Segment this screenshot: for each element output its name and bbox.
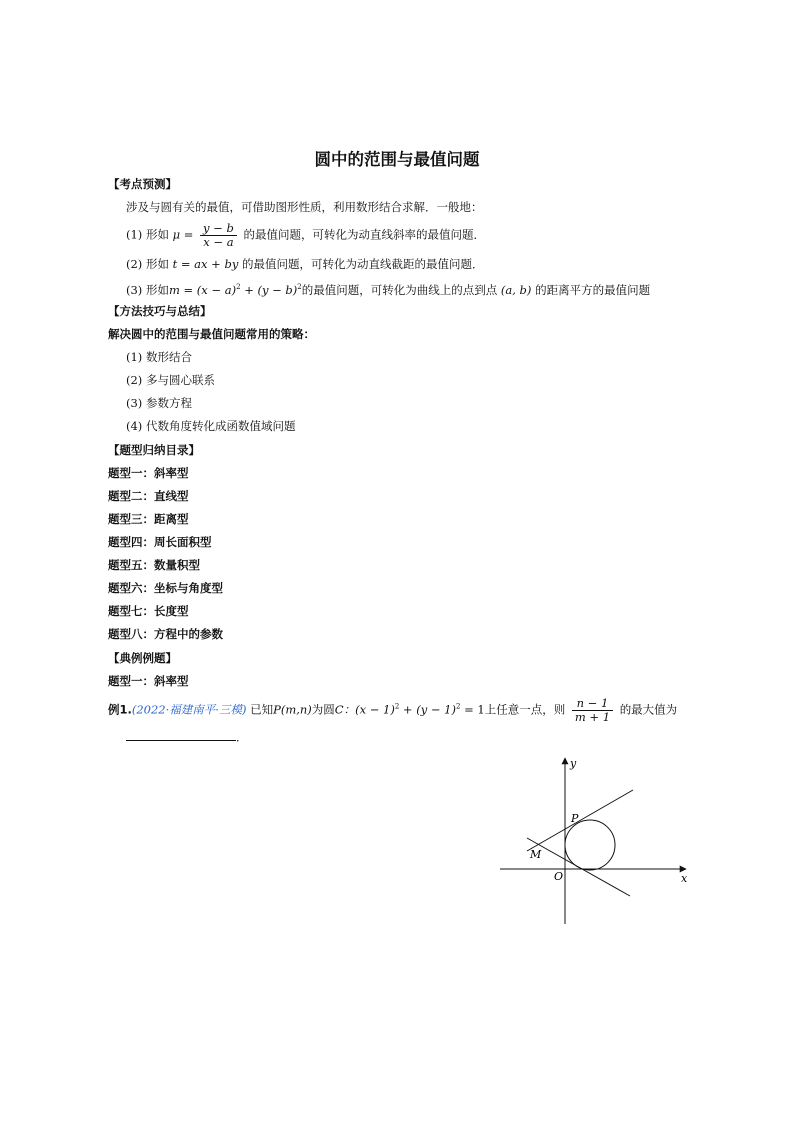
type-item: 题型一：斜率型	[108, 466, 189, 480]
example-text-4: 的最大值为	[619, 702, 678, 717]
section-heading-methods: 【方法技巧与总结】	[108, 304, 212, 318]
example-text-2: 为圆	[311, 702, 335, 717]
page-title: 圆中的范围与最值问题	[314, 150, 480, 169]
label-origin: O	[554, 870, 564, 883]
example-circle-c: = 1	[460, 702, 485, 717]
type-item: 题型三：距离型	[108, 512, 189, 526]
example-text-1: 已知	[250, 702, 274, 717]
type-item: 题型八：方程中的参数	[108, 627, 223, 641]
example-source: (2022·福建南平·三模)	[131, 702, 247, 717]
item-3-sup-b: 2	[297, 283, 302, 291]
item-2	[126, 257, 483, 271]
example-1-question	[108, 697, 677, 724]
type-item: 题型六：坐标与角度型	[108, 581, 223, 595]
item-3-sup-a: 2	[236, 283, 241, 291]
label-x: x	[681, 872, 688, 885]
item-1-lhs: μ =	[172, 227, 194, 242]
strategy-item: (3) 参数方程	[126, 396, 192, 410]
item-3-expr-a: m = (x − a)	[168, 282, 237, 297]
answer-line	[126, 730, 248, 744]
strategy-title: 解决圆中的范围与最值问题常用的策略：	[108, 327, 315, 341]
example-point: P(m,n)	[273, 702, 312, 717]
item-1-prefix: (1) 形如	[126, 227, 169, 242]
section-heading-examples: 【典例例题】	[108, 651, 177, 665]
example-sup-b: 2	[455, 702, 461, 711]
type-item: 题型四：周长面积型	[108, 535, 212, 549]
example-label: 例1.	[108, 702, 132, 717]
intro-text: 涉及与圆有关的最值，可借助图形性质，利用数形结合求解．一般地：	[126, 200, 483, 214]
strategy-item: (4) 代数角度转化成函数值域问题	[126, 419, 296, 433]
example-circle-b: + (y − 1)	[399, 702, 456, 717]
item-1-numerator: y − b	[200, 222, 237, 236]
item-3	[126, 280, 650, 297]
example-circle-a: C：(x − 1)	[334, 702, 395, 717]
example-type-heading: 题型一：斜率型	[108, 674, 189, 688]
label-p: P	[571, 812, 579, 825]
item-2-expr: t = ax + by	[172, 257, 239, 271]
strategy-item: (2) 多与圆心联系	[126, 373, 215, 387]
item-1-denominator: x − a	[203, 235, 234, 249]
geometry-figure	[490, 752, 700, 930]
item-3-point: (a, b)	[500, 282, 532, 297]
section-heading-catalog: 【题型归纳目录】	[108, 443, 200, 457]
example-text-3: 上任意一点，则	[484, 702, 566, 717]
answer-blank	[126, 730, 236, 741]
item-1	[126, 222, 485, 249]
item-2-prefix: (2) 形如	[126, 257, 169, 271]
item-1-fraction	[200, 222, 237, 249]
circle-c	[565, 820, 615, 870]
label-m: M	[530, 848, 542, 861]
strategy-item: (1) 数形结合	[126, 350, 192, 364]
item-1-suffix: 的最值问题，可转化为动直线斜率的最值问题．	[243, 227, 485, 242]
item-3-prefix: (3) 形如	[126, 282, 169, 297]
item-3-expr-b: + (y − b)	[240, 282, 298, 297]
type-item: 题型五：数量积型	[108, 558, 200, 572]
example-sup-a: 2	[394, 702, 400, 711]
item-2-suffix: 的最值问题，可转化为动直线截距的最值问题．	[241, 257, 484, 271]
answer-end: ．	[236, 730, 248, 744]
example-numerator: n − 1	[572, 697, 613, 711]
type-item: 题型七：长度型	[108, 604, 189, 618]
item-3-mid: 的最值问题，可转化为曲线上的点到点	[301, 282, 498, 297]
item-3-suffix: 的距离平方的最值问题	[535, 282, 651, 297]
type-item: 题型二：直线型	[108, 489, 189, 503]
section-heading-forecast: 【考点预测】	[108, 177, 177, 191]
label-y: y	[570, 757, 577, 770]
example-denominator: m + 1	[574, 710, 611, 724]
tangent-line-upper	[527, 790, 633, 851]
example-fraction	[572, 697, 613, 724]
